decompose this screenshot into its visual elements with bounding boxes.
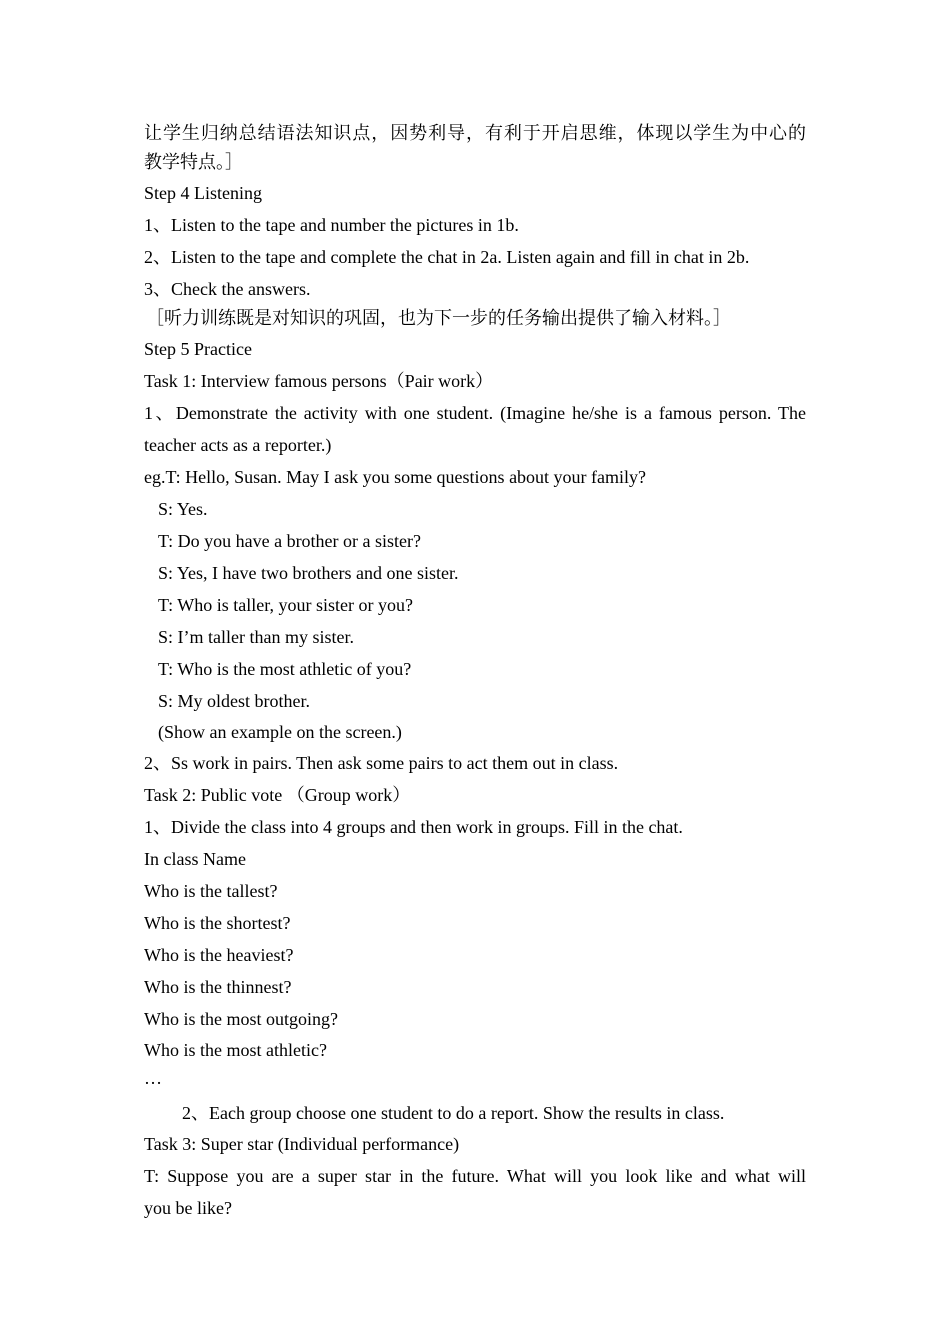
list-item: 2、Listen to the tape and complete the chat in 2a. Listen again and fill in chat in 2b. xyxy=(144,247,750,267)
dialogue-line: T: Who is the most athletic of you? xyxy=(158,659,412,679)
paragraph-line: T: Suppose you are a super star in the future. What will you look like and what will xyxy=(144,1166,806,1186)
dialogue-line: S: Yes, I have two brothers and one sister. xyxy=(158,563,459,583)
list-item: 1、Demonstrate the activity with one student. (Imagine he/she is a famous person. The xyxy=(144,403,806,423)
list-item: 2、Ss work in pairs. Then ask some pairs to act them out in class. xyxy=(144,753,619,773)
dialogue-line: T: Who is taller, your sister or you? xyxy=(158,595,413,615)
chart-row: Who is the heaviest? xyxy=(144,945,294,965)
chart-row: Who is the shortest? xyxy=(144,913,291,933)
paragraph-line: teacher acts as a reporter.) xyxy=(144,435,332,455)
task-heading: Task 3: Super star (Individual performance) xyxy=(144,1134,460,1154)
dialogue-line: S: Yes. xyxy=(158,499,208,519)
chart-header: In class Name xyxy=(144,849,246,869)
paragraph-line: 让学生归纳总结语法知识点，因势利导，有利于开启思维，体现以学生为中心的 xyxy=(144,123,806,143)
task-heading: Task 2: Public vote （Group work） xyxy=(144,785,411,805)
chart-row: Who is the tallest? xyxy=(144,881,278,901)
task-heading: Task 1: Interview famous persons（Pair work） xyxy=(144,371,494,391)
dialogue-line: eg.T: Hello, Susan. May I ask you some questions about your family? xyxy=(144,467,647,487)
chart-row: Who is the most athletic? xyxy=(144,1040,327,1060)
list-item: 2、Each group choose one student to do a report. Show the results in class. xyxy=(182,1103,725,1123)
dialogue-line: S: My oldest brother. xyxy=(158,691,310,711)
paragraph-line: ［听力训练既是对知识的巩固，也为下一步的任务输出提供了输入材料。］ xyxy=(146,308,731,328)
section-heading: Step 5 Practice xyxy=(144,339,252,359)
paragraph-line: 教学特点。］ xyxy=(144,152,243,172)
ellipsis: … xyxy=(144,1068,162,1088)
paragraph-line: you be like? xyxy=(144,1198,232,1218)
list-item: 1、Divide the class into 4 groups and then work in groups. Fill in the chat. xyxy=(144,817,683,837)
list-item: 1、Listen to the tape and number the pictures in 1b. xyxy=(144,215,519,235)
dialogue-line: T: Do you have a brother or a sister? xyxy=(158,531,422,551)
chart-row: Who is the most outgoing? xyxy=(144,1009,338,1029)
chart-row: Who is the thinnest? xyxy=(144,977,292,997)
paragraph-line: (Show an example on the screen.) xyxy=(158,722,402,742)
dialogue-line: S: I’m taller than my sister. xyxy=(158,627,354,647)
section-heading: Step 4 Listening xyxy=(144,183,262,203)
list-item: 3、Check the answers. xyxy=(144,279,311,299)
